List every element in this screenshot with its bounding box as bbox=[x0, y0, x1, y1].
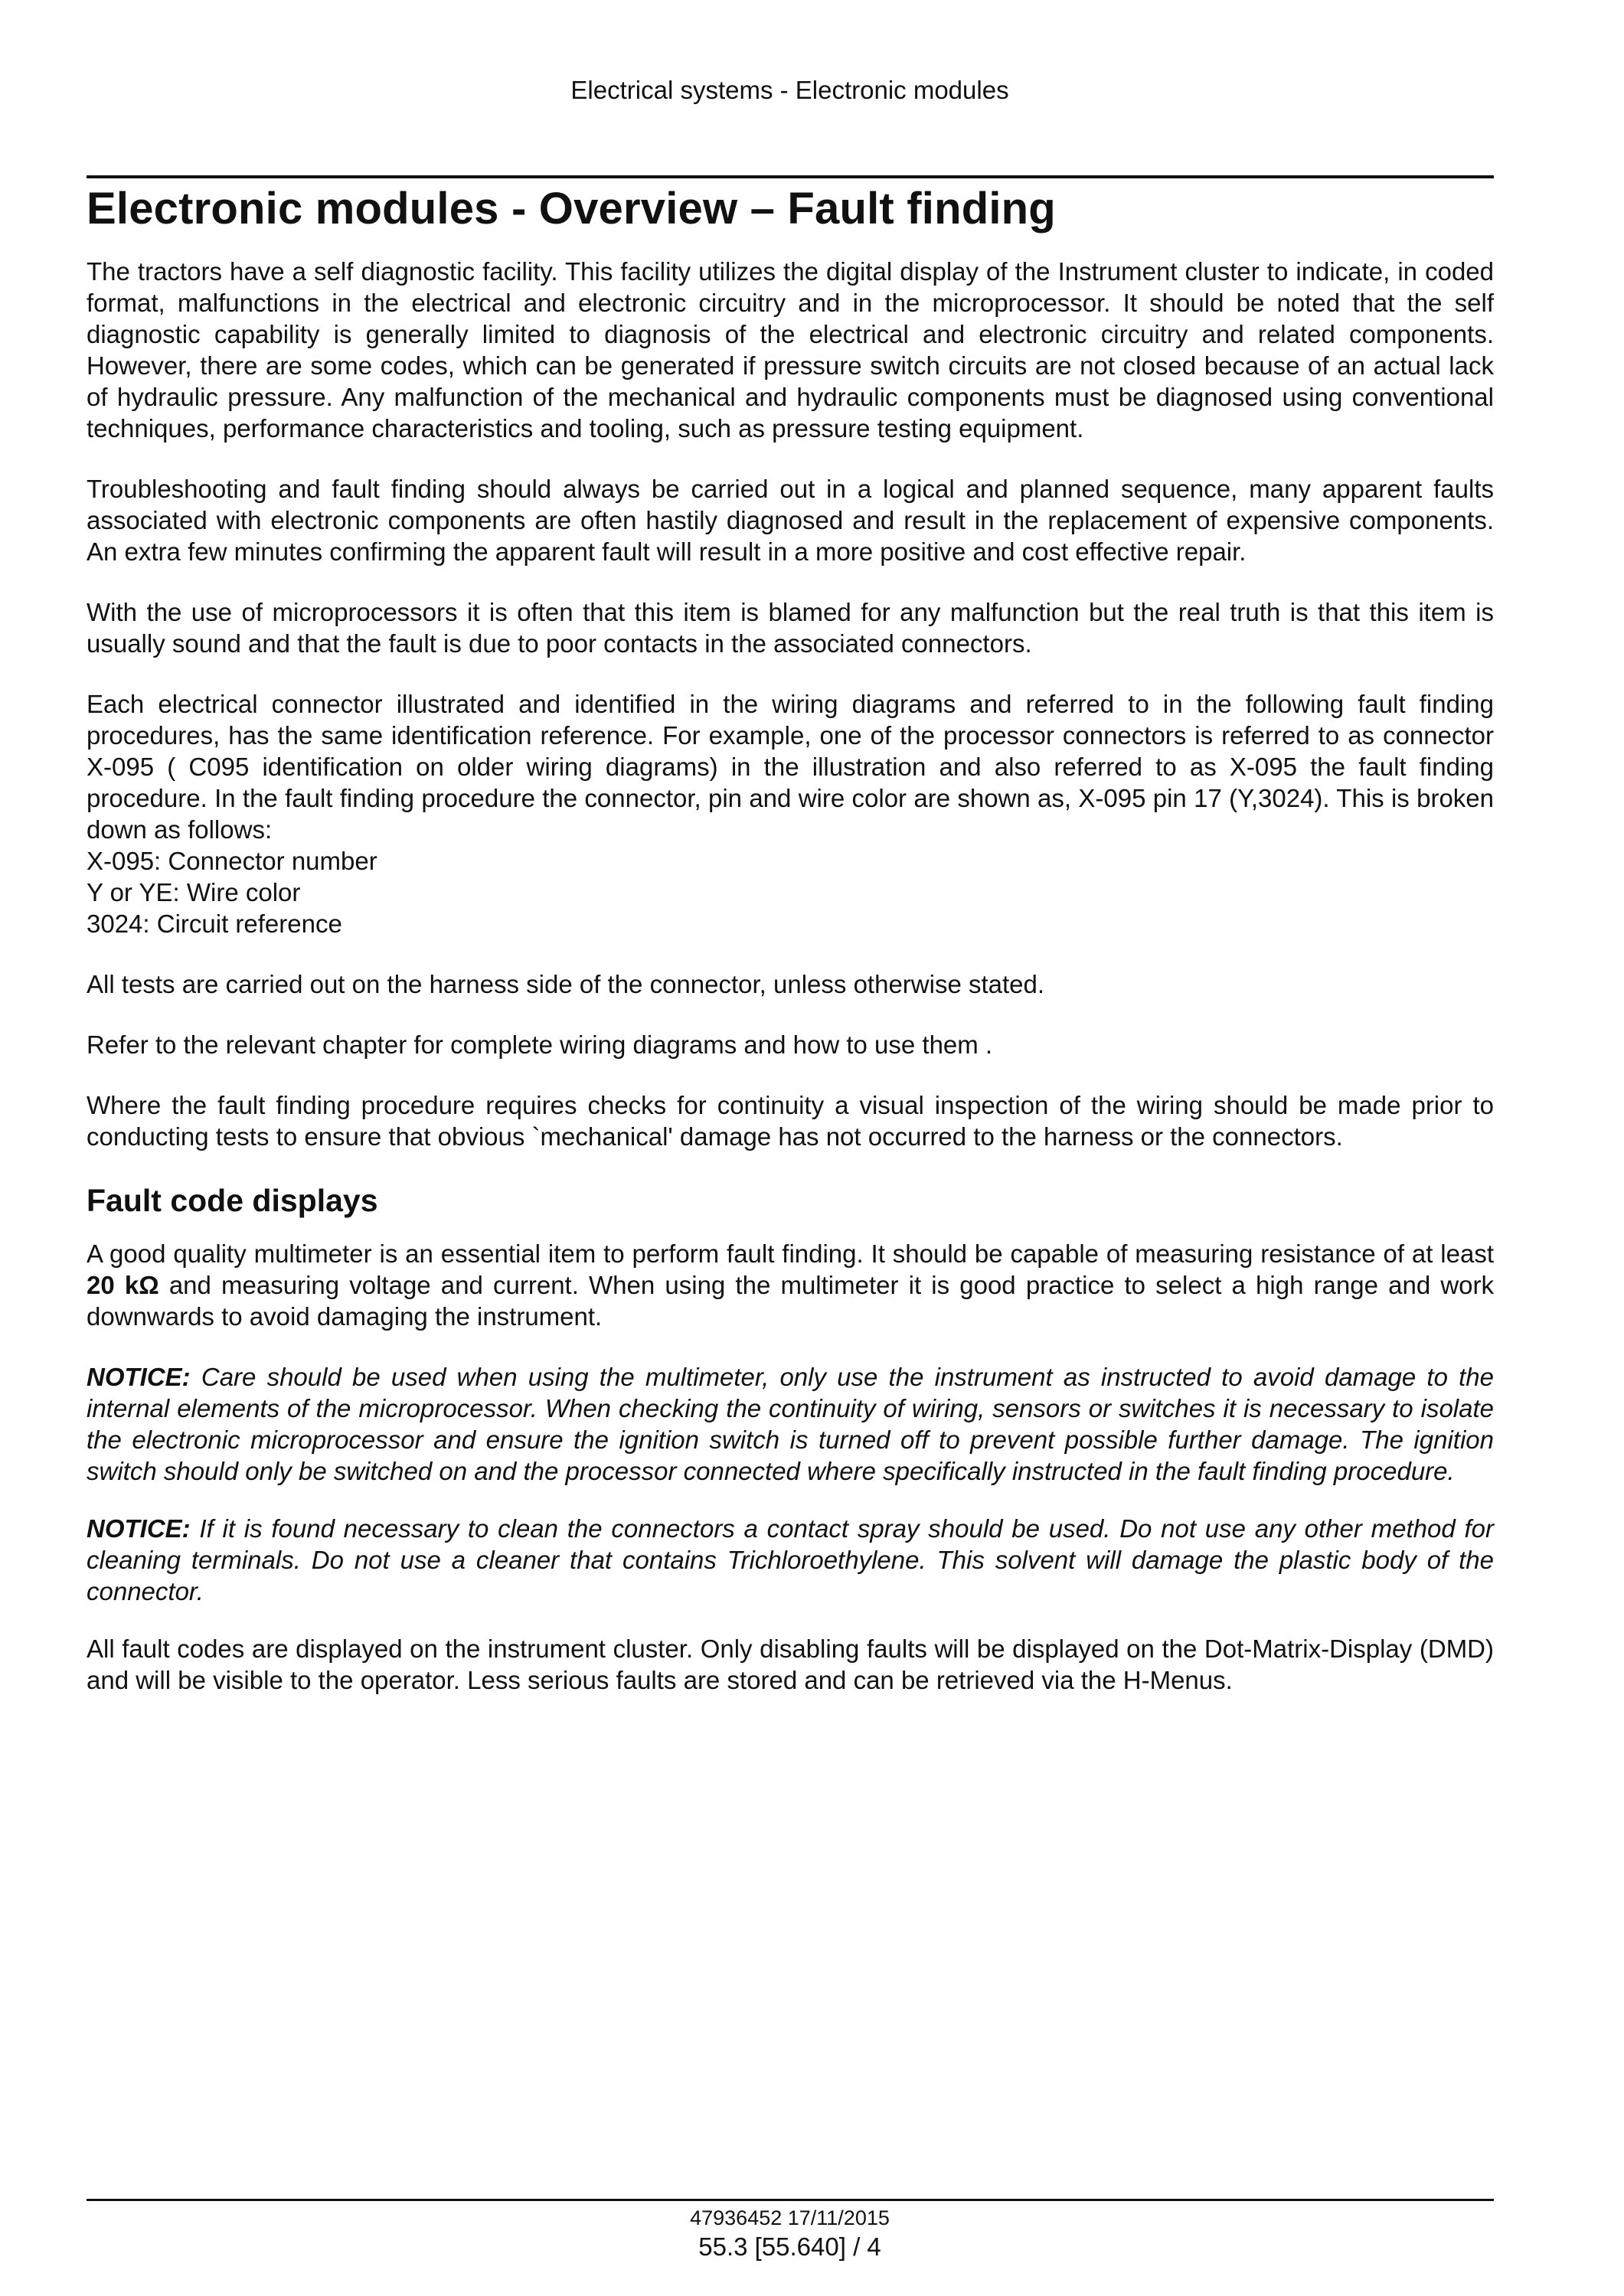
top-rule bbox=[87, 175, 1494, 178]
refer-paragraph: Refer to the relevant chapter for complete wiring diagrams and how to use them . bbox=[87, 1030, 993, 1059]
intro-paragraph: The tractors have a self diagnostic facility. This facility utilizes the digital display of the Instrument cluster to indicate, in coded format, malfunctions in the electrical and electronic circuitry and in the microprocessor. It should be noted that the self diagnostic capability is generally limited to diagnosis of the electrical and electronic circuitry and related components. However, there are some codes, which can be generated if pressure switch circuits are not closed because of an actual lack of hydraulic pressure. Any malfunction of the mechanical and hydraulic components must be diagnosed using conventional techniques, performance characteristics and tooling, such as pressure testing equipment. bbox=[87, 257, 1494, 443]
notice-label: NOTICE: bbox=[87, 1363, 191, 1391]
page-content bbox=[87, 182, 1494, 1725]
notice-text: Care should be used when using the multimeter, only use the instrument as instructed to avoid damage to the internal elements of the microprocessor. When checking the continuity of wiring, sensors or switches it is necessary to isolate the electronic microprocessor and ensure the ignition switch is turned off to prevent possible further damage. The ignition switch should only be switched on and the processor connected where specifically instructed in the fault finding procedure. bbox=[87, 1363, 1494, 1485]
bottom-rule bbox=[87, 2199, 1494, 2201]
notice-text: If it is found necessary to clean the connectors a contact spray should be used. Do not use any other method for cleaning terminals. Do not use a cleaner that contains Trichloroethylene. This solvent will damage the plastic body of the connector. bbox=[87, 1514, 1494, 1605]
notice-cleaning bbox=[87, 1513, 1494, 1607]
section-heading: Fault code displays bbox=[87, 1183, 378, 1218]
breakdown-line-wire-color: Y or YE: Wire color bbox=[87, 878, 301, 906]
multimeter-text-after: and measuring voltage and current. When using the multimeter it is good practice to select a high range and work downwards to avoid damaging the instrument. bbox=[87, 1271, 1494, 1331]
connectors-paragraph bbox=[87, 688, 1494, 939]
notice-label: NOTICE: bbox=[87, 1514, 191, 1543]
fault-codes-paragraph: All fault codes are displayed on the instrument cluster. Only disabling faults will be displayed on the Dot-Matrix-Display (DMD) and will be visible to the operator. Less serious faults are stored and can be retrieved via the H-Menus. bbox=[87, 1635, 1494, 1694]
continuity-paragraph: Where the fault finding procedure requires checks for continuity a visual inspection of the wiring should be made prior to conducting tests to ensure that obvious `mechanical' damage has not occurred to the harness or the connectors. bbox=[87, 1091, 1494, 1151]
multimeter-paragraph bbox=[87, 1238, 1494, 1332]
troubleshooting-paragraph: Troubleshooting and fault finding should always be carried out in a logical and planned sequence, many apparent faults associated with electronic components are often hastily diagnosed and result in the replacement of expensive components. An extra few minutes confirming the apparent fault will result in a more positive and cost effective repair. bbox=[87, 475, 1494, 566]
microprocessors-paragraph: With the use of microprocessors it is often that this item is blamed for any malfunction but the real truth is that this item is usually sound and that the fault is due to poor contacts in the associated connectors. bbox=[87, 598, 1494, 658]
page-reference: 55.3 [55.640] / 4 bbox=[698, 2232, 881, 2261]
notice-multimeter bbox=[87, 1361, 1494, 1487]
running-head: Electrical systems - Electronic modules bbox=[570, 76, 1009, 104]
breakdown-line-circuit: 3024: Circuit reference bbox=[87, 910, 342, 938]
page-title: Electronic modules - Overview – Fault finding bbox=[87, 184, 1056, 234]
connectors-text: Each electrical connector illustrated and identified in the wiring diagrams and referred to in the following fault finding procedures, has the same identification reference. For example, one of the processor connectors is referred to as connector X-095 ( C095 identification on older wiring diagrams) in the illustration and also referred to as X-095 the fault finding procedure. In the fault finding procedure the connector, pin and wire color are shown as, X-095 pin 17 (Y,3024). This is broken down as follows: bbox=[87, 690, 1494, 844]
harness-side-paragraph: All tests are carried out on the harness side of the connector, unless otherwise stated. bbox=[87, 970, 1045, 998]
document-id: 47936452 17/11/2015 bbox=[690, 2206, 890, 2229]
resistance-value: 20 kΩ bbox=[87, 1271, 159, 1299]
breakdown-line-connector: X-095: Connector number bbox=[87, 847, 377, 875]
multimeter-text-before: A good quality multimeter is an essential item to perform fault finding. It should be capable of measuring resistance of at least bbox=[87, 1239, 1494, 1268]
